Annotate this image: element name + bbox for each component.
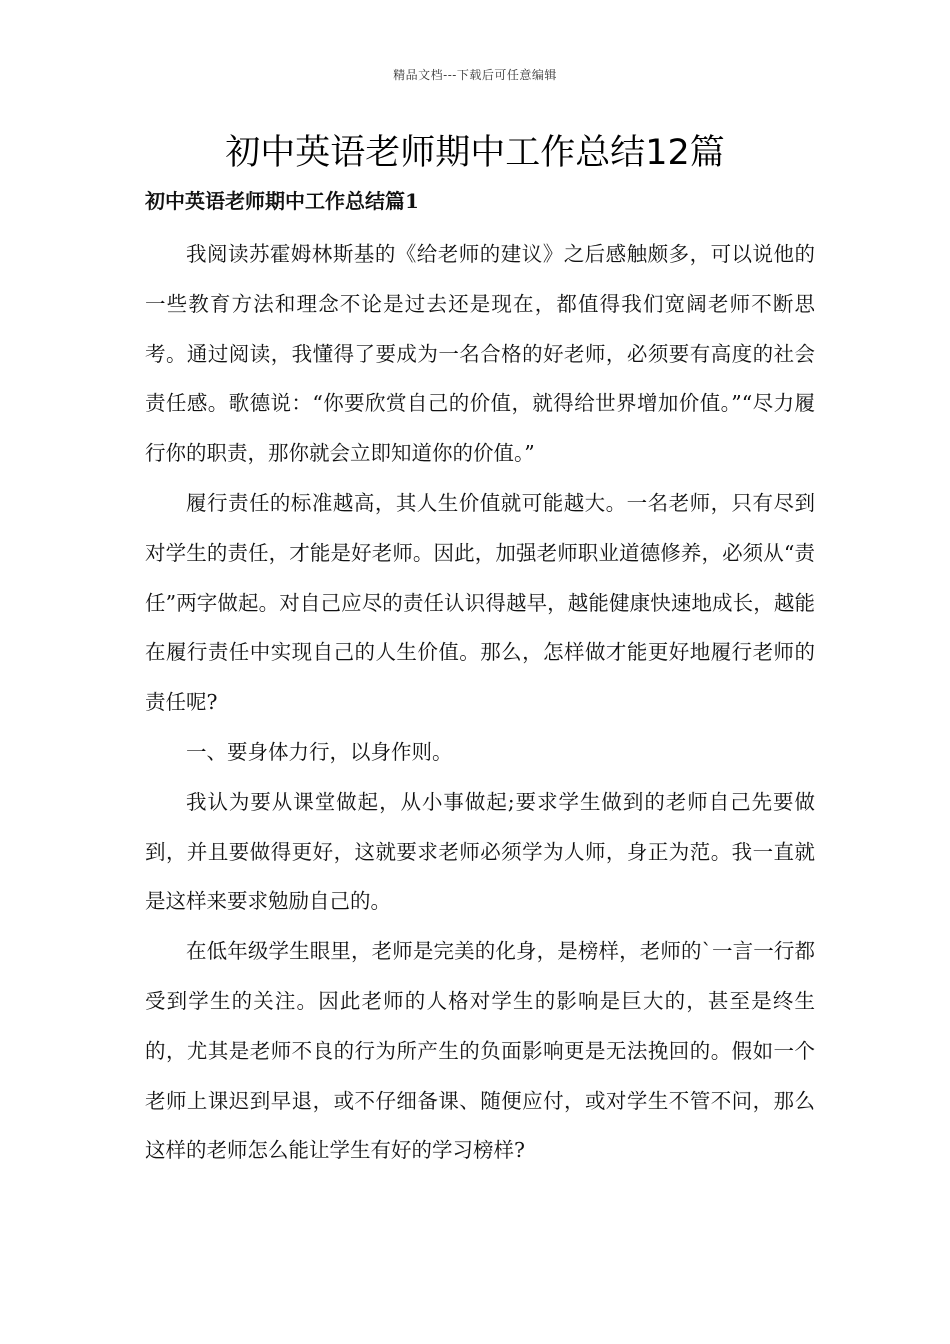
paragraph: 履行责任的标准越高，其人生价值就可能越大。一名老师，只有尽到对学生的责任，才能是好老师。因此，加强老师职业道德修养，必须从“责任”两字做起。对自己应尽的责任认识得越早，越能健康快速地成长，越能在履行责任中实现自己的人生价值。那么，怎样做才能更好地履行老师的责任呢? xyxy=(145,490,815,715)
document-body xyxy=(145,230,815,1176)
paragraph: 一、要身体力行，以身作则。 xyxy=(186,739,453,764)
document-title: 初中英语老师期中工作总结12篇 xyxy=(225,133,725,173)
section-heading: 初中英语老师期中工作总结篇1 xyxy=(145,189,419,213)
header-note: 精品文档---下载后可任意编辑 xyxy=(393,68,557,82)
paragraph: 我认为要从课堂做起，从小事做起;要求学生做到的老师自己先要做到，并且要做得更好，这就要求老师必须学为人师，身正为范。我一直就是这样来要求勉励自己的。 xyxy=(145,789,815,914)
paragraph: 我阅读苏霍姆林斯基的《给老师的建议》之后感触颇多，可以说他的一些教育方法和理念不论是过去还是现在，都值得我们宽阔老师不断思考。通过阅读，我懂得了要成为一名合格的好老师，必须要有高度的社会责任感。歌德说：“你要欣赏自己的价值，就得给世界增加价值。”“尽力履行你的职责，那你就会立即知道你的价值。” xyxy=(145,242,815,466)
paragraph: 在低年级学生眼里，老师是完美的化身，是榜样，老师的`一言一行都受到学生的关注。因此老师的人格对学生的影响是巨大的，甚至是终生的，尤其是老师不良的行为所产生的负面影响更是无法挽回的。假如一个老师上课迟到早退，或不仔细备课、随便应付，或对学生不管不问，那么这样的老师怎么能让学生有好的学习榜样? xyxy=(145,939,815,1163)
